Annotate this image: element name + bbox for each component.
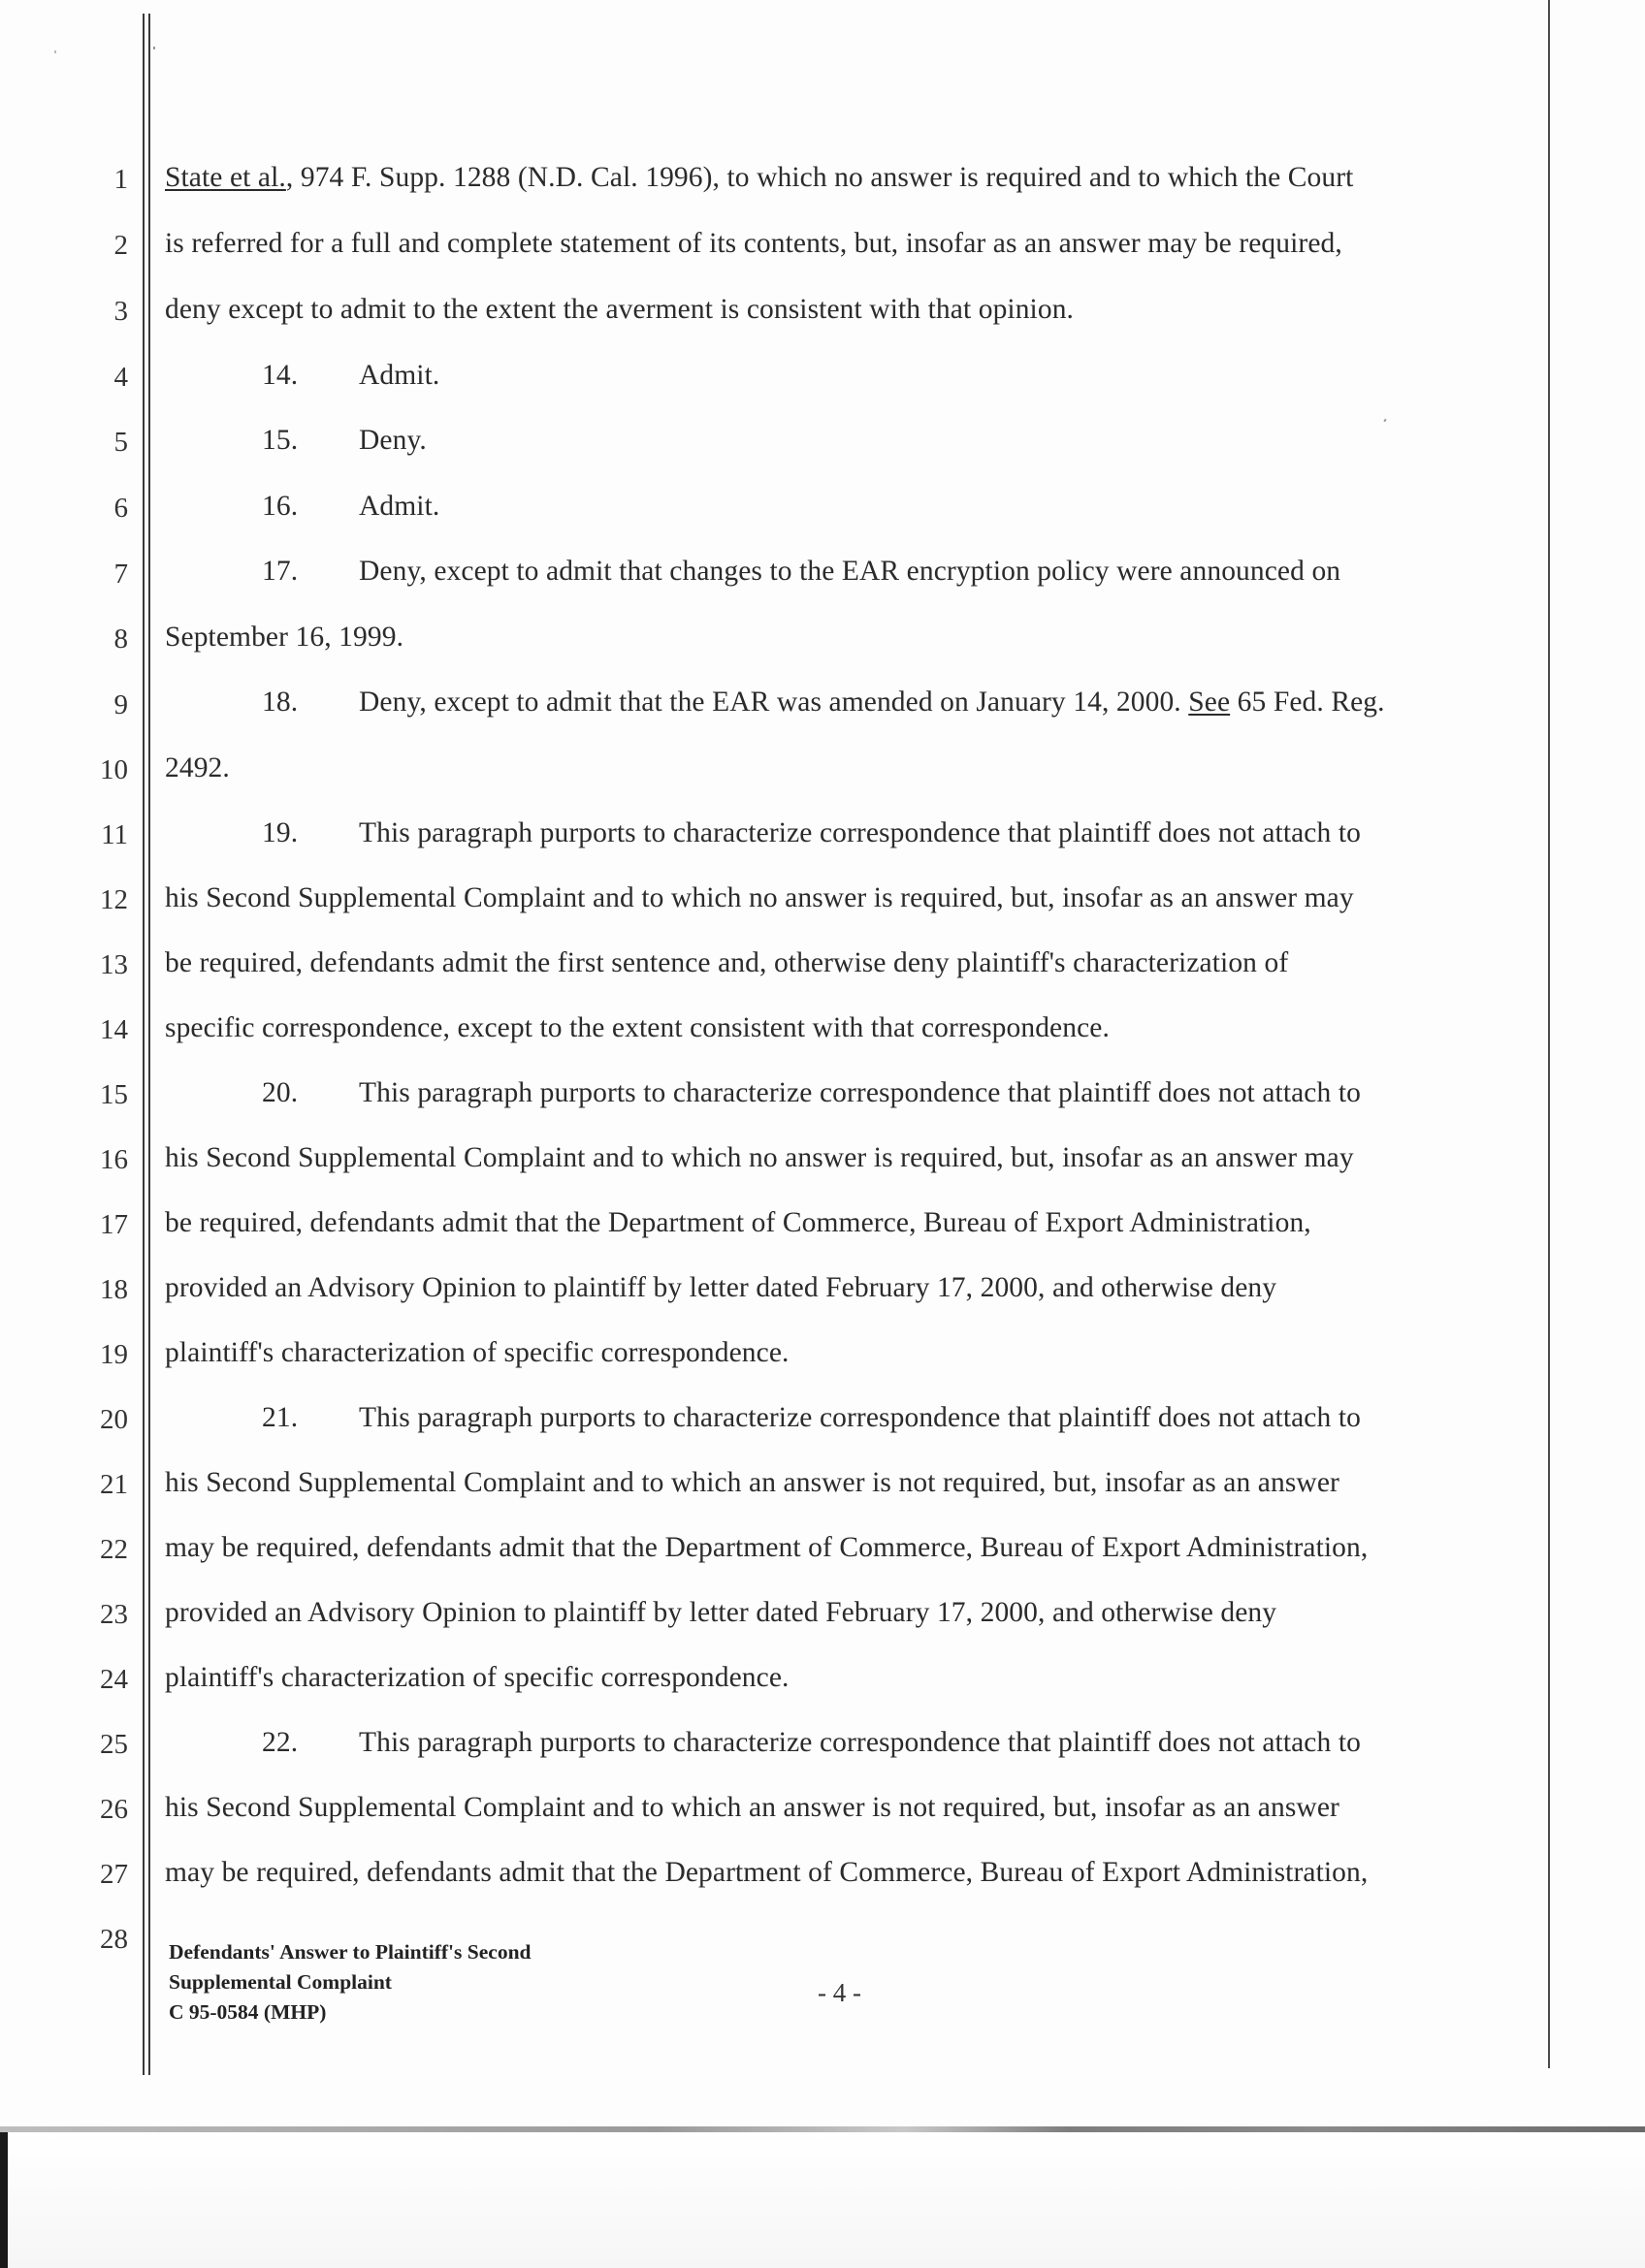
body-line: his Second Supplemental Complaint and to which no answer is required, but, insofar as an answer may [165, 882, 1354, 913]
paragraph-17 [165, 557, 1340, 586]
line-number: 18 [100, 1274, 128, 1305]
paragraph-number: 16. [262, 491, 299, 522]
scanner-background [0, 2132, 1645, 2268]
body-line [165, 163, 1353, 192]
paragraph-21 [165, 1403, 1361, 1432]
body-line: be required, defendants admit the first sentence and, otherwise deny plaintiff's characterization of [165, 947, 1289, 978]
line-number: 3 [113, 296, 128, 327]
line-number: 2 [113, 230, 128, 261]
body-line: be required, defendants admit that the Department of Commerce, Bureau of Export Administration, [165, 1207, 1311, 1238]
paragraph-text: This paragraph purports to characterize correspondence that plaintiff does not attach to [359, 1402, 1361, 1433]
paragraph-number: 14. [262, 360, 299, 391]
paragraph-text: This paragraph purports to characterize correspondence that plaintiff does not attach to [359, 1727, 1361, 1758]
line-number: 6 [113, 493, 128, 524]
line-number: 23 [100, 1599, 128, 1630]
paragraph-number: 18. [262, 687, 299, 718]
line-number: 26 [100, 1794, 128, 1825]
paragraph-18 [165, 687, 1385, 717]
body-line: his Second Supplemental Complaint and to which an answer is not required, but, insofar as an answer [165, 1467, 1339, 1498]
line-text: , 974 F. Supp. 1288 (N.D. Cal. 1996), to which no answer is required and to which the Court [285, 162, 1354, 193]
case-citation: State et al. [165, 162, 286, 193]
paragraph-number: 22. [262, 1727, 299, 1758]
line-number: 25 [100, 1729, 128, 1760]
paragraph-number: 17. [262, 556, 299, 587]
body-line: his Second Supplemental Complaint and to which no answer is required, but, insofar as an answer may [165, 1142, 1354, 1173]
body-line: provided an Advisory Opinion to plaintiff by letter dated February 17, 2000, and otherwise deny [165, 1597, 1277, 1628]
paragraph-text: Admit. [359, 491, 440, 522]
line-number: 4 [113, 362, 128, 393]
paragraph-22 [165, 1728, 1361, 1757]
paragraph-16 [165, 492, 439, 521]
footer-title-line-1: Defendants' Answer to Plaintiff's Second [169, 1940, 532, 1964]
scan-speck [153, 47, 155, 49]
paragraph-text: This paragraph purports to characterize correspondence that plaintiff does not attach to [359, 1077, 1361, 1108]
line-number: 24 [100, 1664, 128, 1695]
document-footer [169, 1937, 531, 2028]
line-number: 13 [100, 949, 128, 980]
line-number: 8 [113, 623, 128, 655]
paragraph-number: 19. [262, 817, 299, 848]
paragraph-19 [165, 818, 1361, 847]
paragraph-number: 20. [262, 1077, 299, 1108]
scan-speck [1383, 419, 1386, 423]
body-line: is referred for a full and complete statement of its contents, but, insofar as an answer may be required, [165, 228, 1342, 259]
paragraph-text: Deny, except to admit that the EAR was amended on January 14, 2000. [359, 687, 1189, 718]
paragraph-number: 15. [262, 425, 299, 456]
paragraph-text: 65 Fed. Reg. [1230, 687, 1385, 718]
body-line: 2492. [165, 752, 230, 783]
line-number: 22 [100, 1534, 128, 1565]
paragraph-number: 21. [262, 1402, 299, 1433]
paragraph-text: Deny. [359, 425, 427, 456]
body-line: may be required, defendants admit that the Department of Commerce, Bureau of Export Administration, [165, 1857, 1369, 1888]
footer-case-number: C 95-0584 (MHP) [169, 2000, 327, 2024]
line-number: 1 [113, 164, 128, 195]
body-line: specific correspondence, except to the extent consistent with that correspondence. [165, 1012, 1110, 1043]
paragraph-14 [165, 361, 439, 390]
line-number: 19 [100, 1339, 128, 1370]
body-line: may be required, defendants admit that the Department of Commerce, Bureau of Export Administration, [165, 1532, 1369, 1563]
line-number: 5 [113, 427, 128, 458]
left-margin-rule-inner [148, 14, 150, 2075]
scanner-left-shadow [0, 2132, 8, 2268]
line-number: 12 [100, 884, 128, 915]
line-number: 27 [100, 1859, 128, 1890]
line-number: 14 [100, 1014, 128, 1045]
body-line: provided an Advisory Opinion to plaintiff by letter dated February 17, 2000, and otherwise deny [165, 1272, 1277, 1303]
body-line: deny except to admit to the extent the averment is consistent with that opinion. [165, 294, 1075, 325]
body-line: September 16, 1999. [165, 622, 404, 653]
right-margin-rule [1548, 0, 1550, 2068]
line-number: 16 [100, 1144, 128, 1175]
line-number: 28 [100, 1924, 128, 1955]
body-line: his Second Supplemental Complaint and to which an answer is not required, but, insofar as an answer [165, 1792, 1339, 1823]
left-margin-rule [143, 14, 145, 2075]
page-number: - 4 - [818, 1978, 861, 2007]
paragraph-text: Admit. [359, 360, 440, 391]
paragraph-20 [165, 1078, 1361, 1107]
paragraph-text: This paragraph purports to characterize correspondence that plaintiff does not attach to [359, 817, 1361, 848]
footer-title-line-2: Supplemental Complaint [169, 1970, 392, 1994]
paragraph-text: Deny, except to admit that changes to the EAR encryption policy were announced on [359, 556, 1341, 587]
see-signal: See [1188, 687, 1231, 718]
body-line: plaintiff's characterization of specific correspondence. [165, 1337, 790, 1368]
line-number: 11 [101, 819, 128, 850]
line-number: 9 [113, 689, 128, 720]
line-number: 21 [100, 1469, 128, 1500]
body-line: plaintiff's characterization of specific correspondence. [165, 1662, 790, 1693]
line-number: 10 [100, 754, 128, 785]
paragraph-15 [165, 426, 427, 455]
scan-speck [54, 50, 56, 53]
line-number: 7 [113, 559, 128, 590]
line-number: 15 [100, 1079, 128, 1110]
line-number: 17 [100, 1209, 128, 1240]
line-number: 20 [100, 1404, 128, 1435]
